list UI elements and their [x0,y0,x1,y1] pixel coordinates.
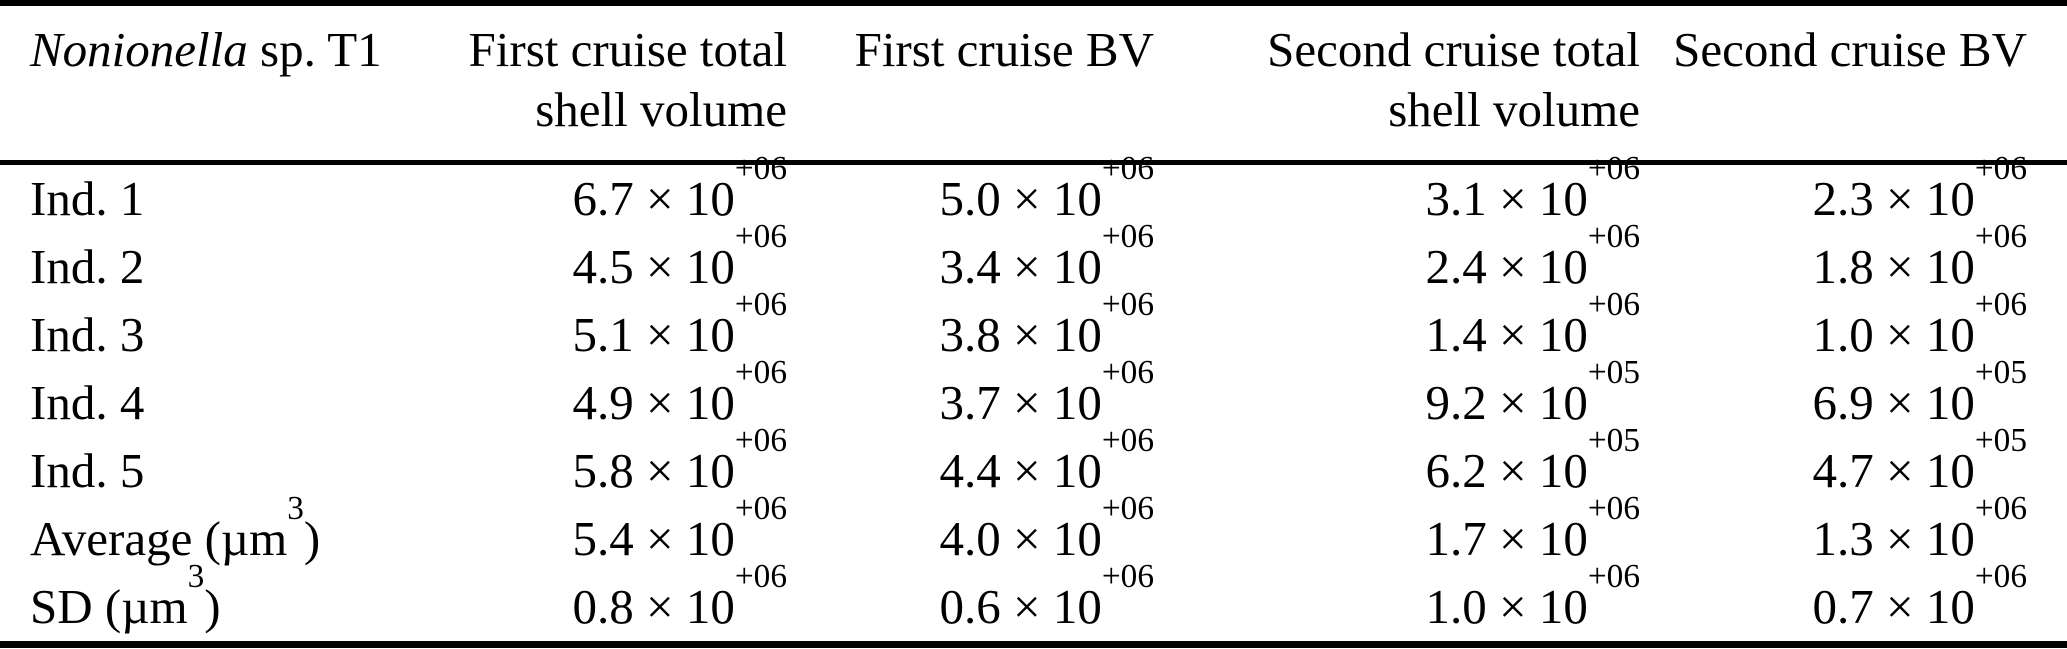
table-row [0,437,2067,505]
exponent-superscript: +05 [1974,422,2027,460]
row-label: Ind. 3 [30,307,145,362]
table-row [0,233,2067,301]
exponent-superscript: +06 [1101,150,1154,188]
row-label: Ind. 1 [30,171,145,226]
header-line-2: shell volume [1388,82,1640,137]
value-cell: $0.8 \times 10^{+06}$ [572,558,787,634]
value-cell: $3.8 \times 10^{+06}$ [939,286,1154,362]
value-cell: $4.9 \times 10^{+06}$ [572,354,787,430]
value-cell: $6.9 \times 10^{+05}$ [1812,354,2027,430]
value-cell: $6.7 \times 10^{+06}$ [572,150,787,226]
exponent-superscript: +05 [1974,354,2027,392]
table-row [0,301,2067,369]
exponent-superscript: +06 [734,218,787,256]
exponent-superscript: +05 [1587,422,1640,460]
species-rest-label: sp. T1 [247,22,382,77]
value-cell: $4.5 \times 10^{+06}$ [572,218,787,294]
value-cell: $5.4 \times 10^{+06}$ [572,490,787,566]
value-cell: $3.4 \times 10^{+06}$ [939,218,1154,294]
value-cell: $1.7 \times 10^{+06}$ [1425,490,1640,566]
exponent-superscript: +06 [1101,490,1154,528]
exponent-superscript: +06 [1101,354,1154,392]
table-row [0,369,2067,437]
column-header-second-cruise-bv [1640,3,2067,163]
value-cell: $1.0 \times 10^{+06}$ [1425,558,1640,634]
exponent-superscript: +06 [734,422,787,460]
exponent-superscript: +06 [1587,150,1640,188]
header-line-2: shell volume [535,82,787,137]
exponent-superscript: +06 [734,490,787,528]
exponent-superscript: +06 [1101,558,1154,596]
column-header-species [0,3,460,163]
column-header-second-cruise-total-shell-volume [1154,3,1640,163]
value-cell: $1.8 \times 10^{+06}$ [1812,218,2027,294]
exponent-superscript: +06 [1974,490,2027,528]
value-cell: $4.0 \times 10^{+06}$ [939,490,1154,566]
exponent-superscript: +06 [1101,286,1154,324]
header-line-1: Second cruise total [1267,22,1640,77]
value-cell: $6.2 \times 10^{+05}$ [1425,422,1640,498]
table-body [0,150,2067,645]
header-line-1: First cruise total [468,22,787,77]
table-row [0,573,2067,645]
table-header-row [0,3,2067,163]
column-header-first-cruise-bv [787,3,1154,163]
exponent-superscript: +06 [1101,218,1154,256]
exponent-superscript: +06 [734,354,787,392]
exponent-superscript: +06 [734,286,787,324]
exponent-superscript: +06 [1587,218,1640,256]
exponent-superscript: +06 [1974,218,2027,256]
exponent-superscript: +06 [1974,558,2027,596]
value-cell: $1.4 \times 10^{+06}$ [1425,286,1640,362]
value-cell: $2.4 \times 10^{+06}$ [1425,218,1640,294]
unit-superscript: 3 [287,490,304,528]
value-cell: $5.8 \times 10^{+06}$ [572,422,787,498]
exponent-superscript: +06 [1974,286,2027,324]
value-cell: $1.3 \times 10^{+06}$ [1812,490,2027,566]
header-line-1: First cruise BV [854,22,1154,77]
exponent-superscript: +06 [1101,422,1154,460]
value-cell: $3.1 \times 10^{+06}$ [1425,150,1640,226]
exponent-superscript: +06 [734,150,787,188]
exponent-superscript: +06 [1587,490,1640,528]
value-cell: $1.0 \times 10^{+06}$ [1812,286,2027,362]
value-cell: $5.0 \times 10^{+06}$ [939,150,1154,226]
table-row [0,163,2067,234]
exponent-superscript: +05 [1587,354,1640,392]
row-label: Ind. 4 [30,375,145,430]
header-line-1: Second cruise BV [1673,22,2027,77]
exponent-superscript: +06 [1587,286,1640,324]
value-cell: $9.2 \times 10^{+05}$ [1425,354,1640,430]
value-cell: $0.7 \times 10^{+06}$ [1812,558,2027,634]
value-cell: $4.7 \times 10^{+05}$ [1812,422,2027,498]
species-genus-label: Nonionella [30,22,248,77]
value-cell: $2.3 \times 10^{+06}$ [1812,150,2027,226]
row-label: SD (µm$^3$) [30,558,221,634]
value-cell: $4.4 \times 10^{+06}$ [939,422,1154,498]
column-header-first-cruise-total-shell-volume [460,3,787,163]
row-label: Ind. 2 [30,239,145,294]
table-row [0,505,2067,573]
unit-superscript: 3 [187,558,205,596]
exponent-superscript: +06 [1587,558,1640,596]
exponent-superscript: +06 [1974,150,2027,188]
exponent-superscript: +06 [734,558,787,596]
row-label: Ind. 5 [30,443,145,498]
row-label: Average (µm$^3$) [30,490,321,566]
value-cell: $0.6 \times 10^{+06}$ [939,558,1154,634]
value-cell: $3.7 \times 10^{+06}$ [939,354,1154,430]
value-cell: $5.1 \times 10^{+06}$ [572,286,787,362]
